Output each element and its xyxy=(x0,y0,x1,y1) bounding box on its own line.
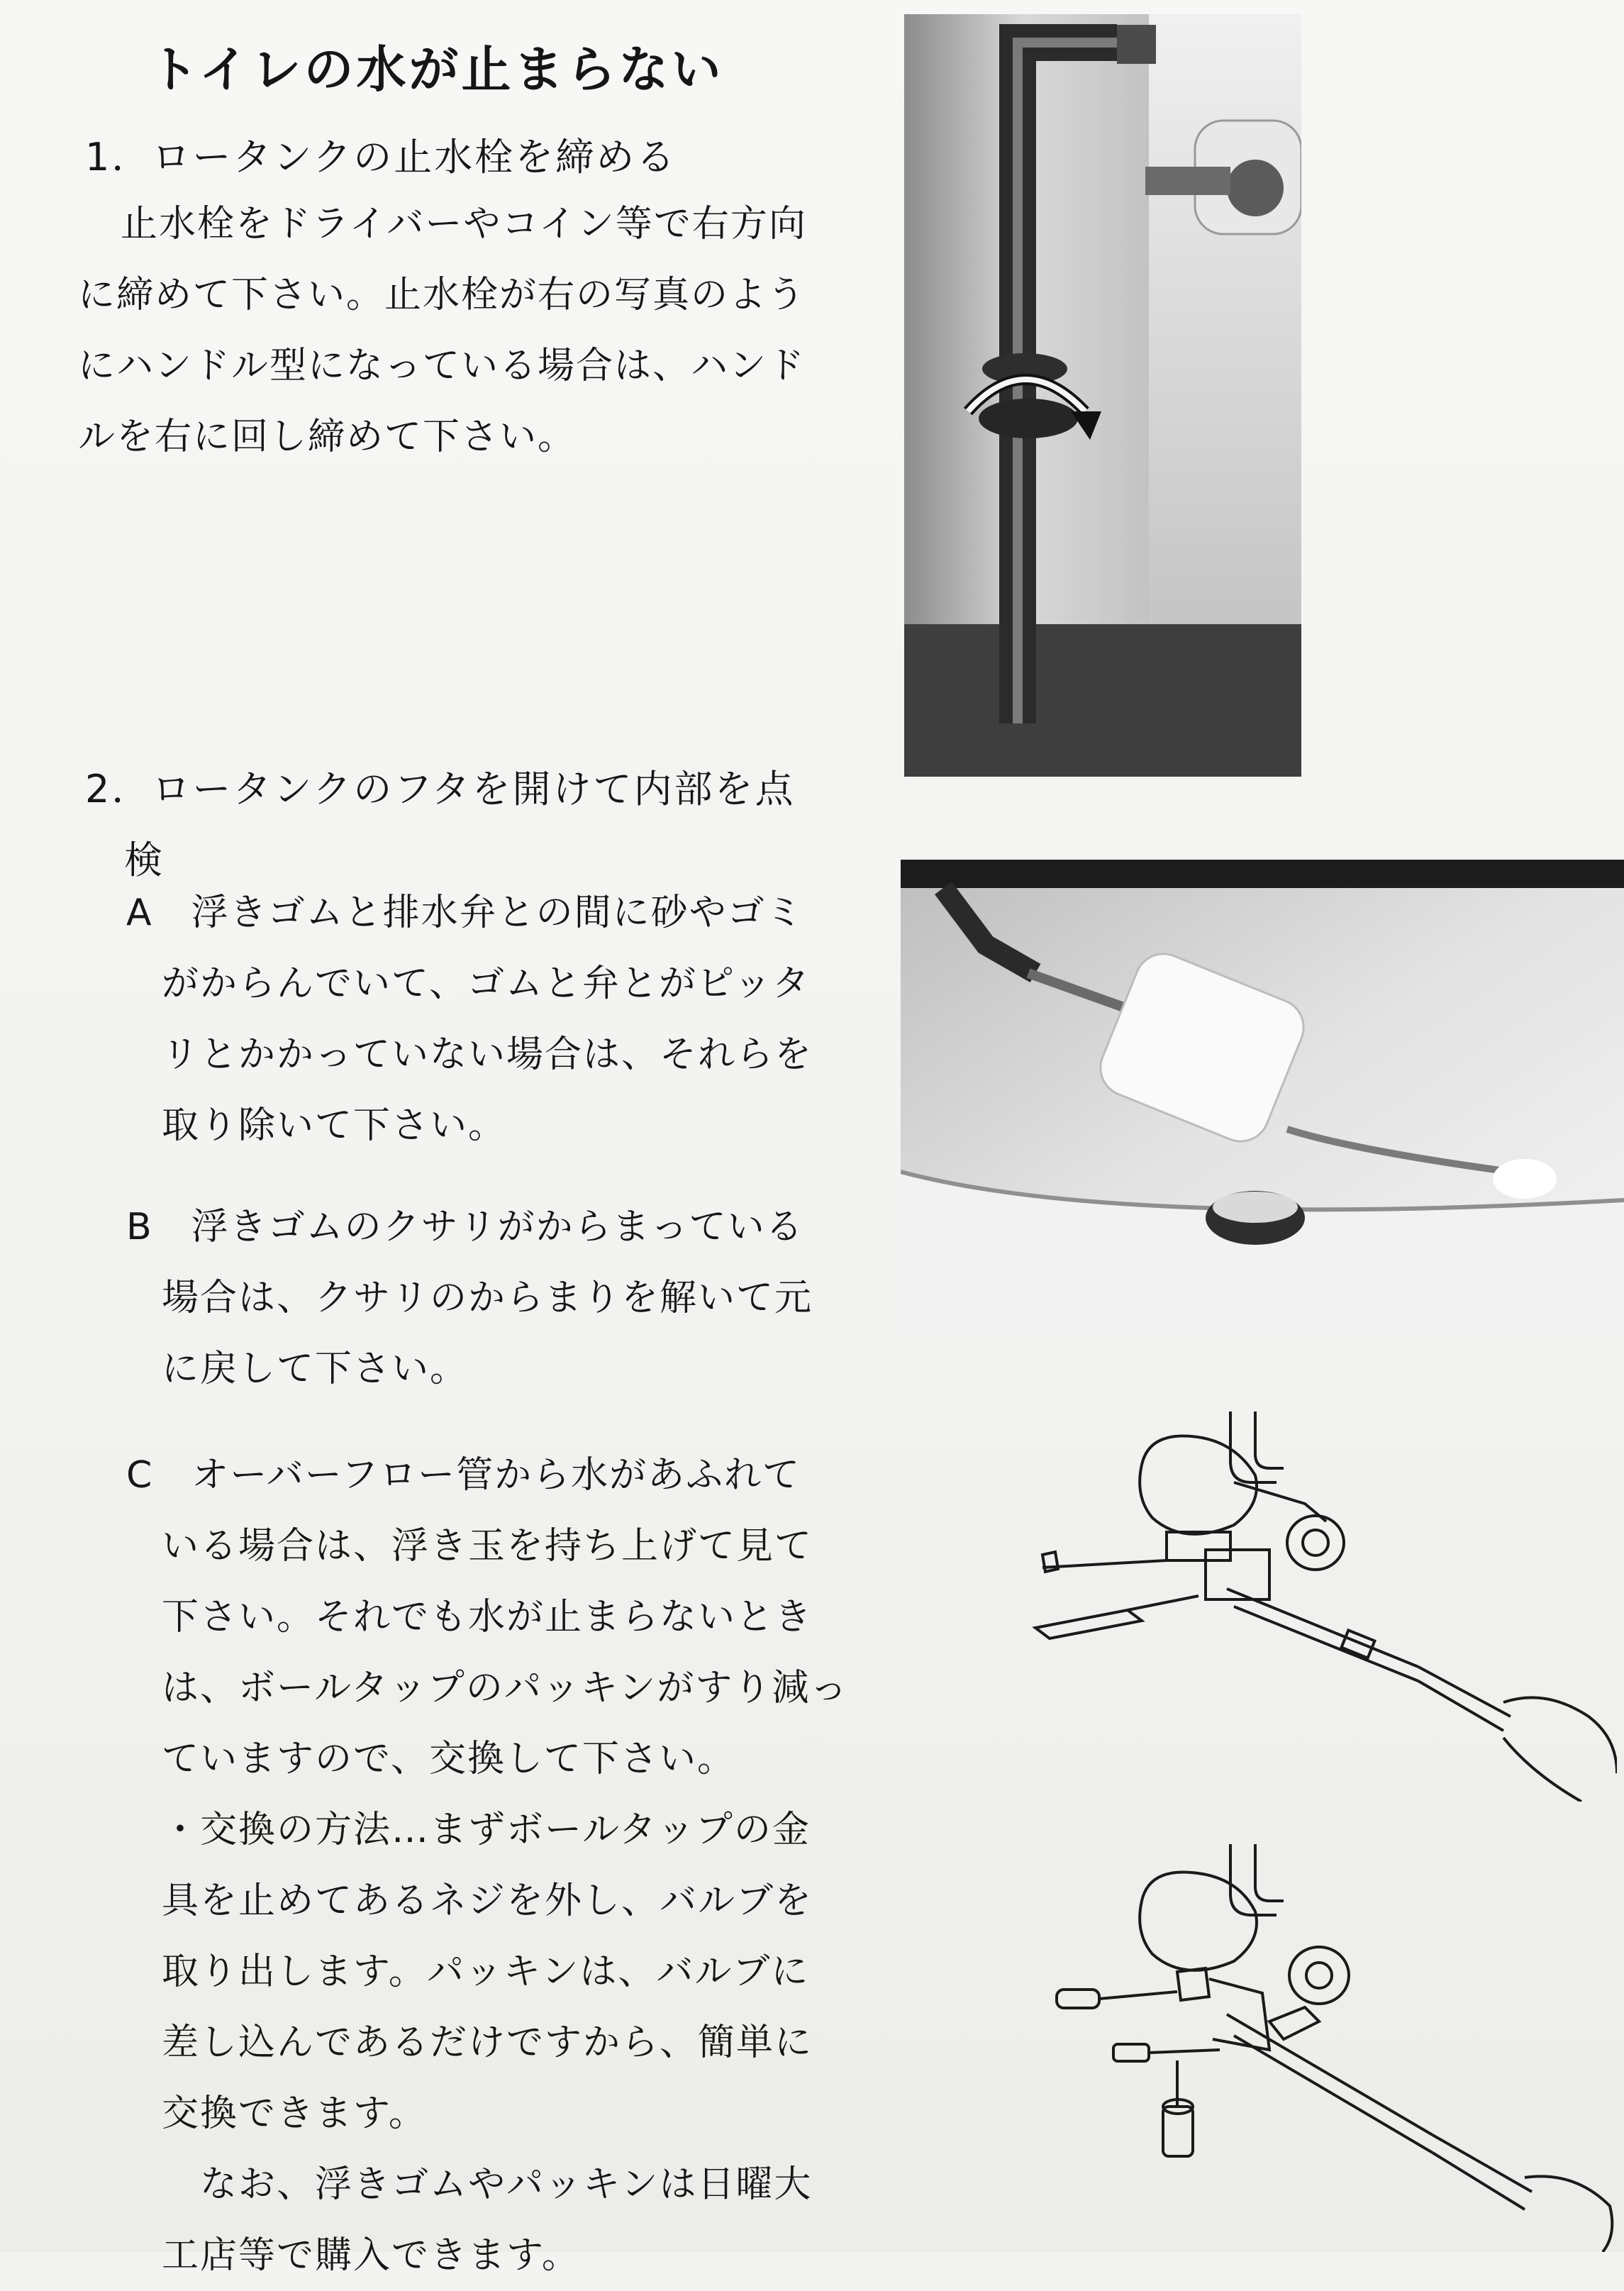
stop-valve-photo-illustration xyxy=(904,14,1301,777)
item-a-line: がからんでいて、ゴムと弁とがピッタ xyxy=(162,963,811,1005)
section-1-line: ルを右に回し締めて下さい。 xyxy=(78,416,577,458)
item-c xyxy=(126,1440,848,2291)
item-a xyxy=(126,877,813,1161)
item-c-line: 工店等で購入できます。 xyxy=(162,2234,580,2277)
item-c-line: 具を止めてあるネジを外し、バルブを xyxy=(162,1880,813,1922)
item-a-line: 取り除いて下さい。 xyxy=(162,1104,507,1147)
section-1-heading xyxy=(85,122,677,193)
tank-interior-photo-illustration xyxy=(901,860,1624,1331)
item-c-line: ・交換の方法…まずボールタップの金 xyxy=(162,1809,811,1851)
item-b-line: 場合は、クサリのからまりを解いて元 xyxy=(162,1277,813,1319)
ball-tap-exploded-diagram xyxy=(1035,1837,1617,2252)
item-c-line: は、ボールタップのパッキンがすり減っ xyxy=(162,1667,849,1709)
ball-tap-diagram-drawing xyxy=(1021,1404,1617,1802)
item-c-line: 差し込んであるだけですから、簡単に xyxy=(162,2021,813,2064)
item-b xyxy=(126,1192,813,1404)
item-c-line: なお、浮きゴムやパッキンは日曜大 xyxy=(162,2163,813,2206)
ball-tap-exploded-drawing xyxy=(1035,1837,1617,2252)
section-1-line: に締めて下さい。止水栓が右の写真のよう xyxy=(78,274,806,316)
section-1-heading-text: 1．ロータンクの止水栓を締める xyxy=(85,135,677,179)
section-1-line: 止水栓をドライバーやコイン等で右方向 xyxy=(121,203,807,245)
item-a-line: リとかかっていない場合は、それらを xyxy=(162,1033,813,1076)
item-b-line: に戻して下さい。 xyxy=(162,1348,469,1390)
item-c-line: 取り出します。パッキンは、バルブに xyxy=(162,1951,810,1993)
tank-interior-photo xyxy=(901,860,1624,1331)
item-a-line: A 浮きゴムと排水弁との間に砂やゴミ xyxy=(126,892,804,934)
section-2-heading-line: 2．ロータンクのフタを開けて内部を点 xyxy=(85,767,796,811)
item-c-line: C オーバーフロー管から水があふれて xyxy=(126,1454,801,1497)
page-title: トイレの水が止まらない xyxy=(149,40,724,99)
section-1-body xyxy=(78,189,807,472)
item-c-line: ていますので、交換して下さい。 xyxy=(162,1738,735,1780)
section-2-heading-line: 検 xyxy=(124,838,165,882)
section-2-heading xyxy=(85,754,796,896)
item-c-line: 下さい。それでも水が止まらないとき xyxy=(162,1596,813,1638)
item-c-line: いる場合は、浮き玉を持ち上げて見て xyxy=(162,1525,813,1568)
section-1-line: にハンドル型になっている場合は、ハンド xyxy=(78,345,806,387)
ball-tap-diagram xyxy=(1021,1404,1617,1802)
item-c-line: 交換できます。 xyxy=(162,2092,427,2135)
item-b-line: B 浮きゴムのクサリがからまっている xyxy=(126,1206,804,1248)
stop-valve-photo xyxy=(904,14,1301,777)
